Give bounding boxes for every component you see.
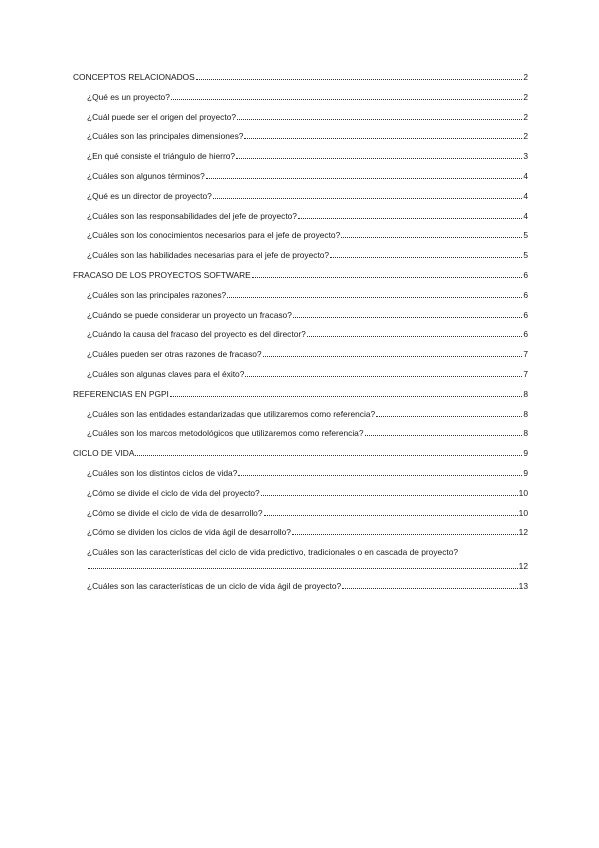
- toc-entry-title: ¿Cómo se divide el ciclo de vida de desarrollo?: [87, 507, 263, 518]
- toc-subsection-entry[interactable]: [73, 488, 528, 498]
- toc-page-number: 9: [523, 467, 528, 478]
- toc-leader-dots: [244, 138, 522, 139]
- toc-entry-title: FRACASO DE LOS PROYECTOS SOFTWARE: [73, 269, 251, 280]
- toc-leader-dots: [365, 435, 523, 436]
- toc-section-entry[interactable]: [73, 270, 528, 280]
- toc-leader-dots: [330, 257, 522, 258]
- toc-entry-title: ¿Cuáles son los conocimientos necesarios para el jefe de proyecto?: [87, 230, 341, 241]
- toc-entry-title: ¿Cuáles son algunos términos?: [87, 170, 205, 181]
- toc-section-entry[interactable]: [73, 389, 528, 399]
- toc-leader-dots: [170, 396, 522, 397]
- toc-subsection-entry[interactable]: [73, 508, 528, 518]
- toc-subsection-entry[interactable]: [73, 211, 528, 221]
- toc-leader-dots: [342, 588, 517, 589]
- toc-entry-title: ¿Cuáles son los marcos metodológicos que utilizaremos como referencia?: [87, 428, 364, 439]
- toc-page-number: 10: [518, 487, 528, 498]
- toc-subsection-entry[interactable]: [73, 131, 528, 141]
- toc-subsection-entry[interactable]: [73, 310, 528, 320]
- toc-leader-dots: [293, 317, 522, 318]
- toc-leader-dots: [88, 568, 518, 569]
- toc-subsection-entry[interactable]: [73, 468, 528, 478]
- toc-leader-dots: [237, 119, 522, 120]
- toc-page-number: 2: [523, 72, 528, 82]
- toc-leader-dots: [252, 277, 523, 278]
- toc-entry-title: ¿Cuáles pueden ser otras razones de fracaso?: [87, 349, 262, 360]
- toc-entry-title: ¿Cómo se divide el ciclo de vida del proyecto?: [87, 487, 260, 498]
- toc-page-number: 5: [523, 230, 528, 241]
- toc-entry-title: ¿Cuál puede ser el origen del proyecto?: [87, 111, 236, 122]
- toc-leader-dots: [236, 158, 522, 159]
- toc-entry-title: ¿Cuándo se puede considerar un proyecto un fracaso?: [87, 309, 292, 320]
- toc-leader-dots: [135, 455, 522, 456]
- toc-page-number: 3: [523, 151, 528, 162]
- toc-entry-title: REFERENCIAS EN PGPI: [73, 388, 169, 399]
- toc-leader-dots: [292, 534, 518, 535]
- toc-subsection-entry[interactable]: [73, 428, 528, 438]
- toc-subsection-entry[interactable]: [73, 171, 528, 181]
- toc-page-number: 6: [523, 289, 528, 300]
- toc-leader-dots: [206, 178, 523, 179]
- toc-page-number: 8: [523, 408, 528, 419]
- toc-page-number: 6: [523, 309, 528, 320]
- toc-subsection-entry[interactable]: [73, 329, 528, 339]
- toc-page-number: 2: [523, 131, 528, 142]
- toc-subsection-entry[interactable]: [73, 250, 528, 260]
- toc-page-number: 8: [523, 388, 528, 399]
- toc-entry-title: ¿Qué es un proyecto?: [87, 91, 170, 102]
- toc-leader-dots: [227, 297, 522, 298]
- toc-page-number: 12: [518, 561, 528, 572]
- toc-subsection-entry[interactable]: [73, 151, 528, 161]
- toc-subsection-entry[interactable]: [73, 409, 528, 419]
- toc-leader-dots: [245, 376, 522, 377]
- toc-page-number: 10: [518, 507, 528, 518]
- toc-leader-dots: [264, 515, 518, 516]
- toc-page-number: 4: [523, 170, 528, 181]
- toc-entry-title: ¿Cuáles son los distintos ciclos de vida?: [87, 467, 238, 478]
- toc-leader-dots: [238, 475, 522, 476]
- toc-subsection-entry[interactable]: [73, 290, 528, 300]
- toc-entry-title: ¿Qué es un director de proyecto?: [87, 190, 212, 201]
- toc-entry-title: CONCEPTOS RELACIONADOS: [73, 72, 195, 82]
- toc-subsection-entry[interactable]: [73, 92, 528, 102]
- toc-leader-dots: [341, 237, 522, 238]
- toc-page-number: 6: [523, 269, 528, 280]
- toc-subsection-entry[interactable]: [73, 581, 528, 591]
- toc-page-number: 13: [518, 580, 528, 591]
- toc-subsection-entry[interactable]: [73, 547, 528, 571]
- toc-entry-title: ¿Cuáles son las habilidades necesarias para el jefe de proyecto?: [87, 250, 330, 261]
- toc-page-number: 4: [523, 190, 528, 201]
- toc-entry-title: ¿Cuáles son algunas claves para el éxito?: [87, 368, 245, 379]
- toc-page-number: 7: [523, 368, 528, 379]
- toc-leader-dots: [196, 79, 523, 80]
- toc-subsection-entry[interactable]: [73, 369, 528, 379]
- toc-entry-title: ¿Cuándo la causa del fracaso del proyecto es del director?: [87, 329, 306, 340]
- toc-leader-dots: [298, 218, 522, 219]
- toc-entry-title: CICLO DE VIDA: [73, 448, 135, 459]
- toc-entry-title: ¿Cuáles son las características de un ciclo de vida ágil de proyecto?: [87, 580, 342, 591]
- toc-page-number: 8: [523, 428, 528, 439]
- toc-leader-dots: [213, 198, 523, 199]
- toc-page-number: 12: [518, 527, 528, 538]
- toc-leader-dots: [261, 495, 518, 496]
- toc-entry-title: ¿Cómo se dividen los ciclos de vida ágil de desarrollo?: [87, 527, 291, 538]
- toc-leader-dots: [376, 416, 522, 417]
- toc-subsection-entry[interactable]: [73, 527, 528, 537]
- toc-leader-dots: [171, 99, 522, 100]
- toc-subsection-entry[interactable]: [73, 349, 528, 359]
- toc-entry-title: ¿Cuáles son las entidades estandarizadas que utilizaremos como referencia?: [87, 408, 376, 419]
- toc-leader-dots: [307, 336, 523, 337]
- toc-page-number: 5: [523, 250, 528, 261]
- toc-page-number: 4: [523, 210, 528, 221]
- toc-entry-title: ¿En qué consiste el triángulo de hierro?: [87, 151, 236, 162]
- table-of-contents: [73, 72, 528, 601]
- toc-section-entry[interactable]: [73, 72, 528, 82]
- toc-entry-title: ¿Cuáles son las responsabilidades del jefe de proyecto?: [87, 210, 297, 221]
- toc-page-number: 7: [523, 349, 528, 360]
- toc-entry-title: ¿Cuáles son las características del ciclo de vida predictivo, tradicionales o en cascada de proyecto?: [87, 547, 459, 558]
- toc-subsection-entry[interactable]: [73, 191, 528, 201]
- toc-leader-dots: [263, 356, 523, 357]
- toc-page-number: 2: [523, 111, 528, 122]
- toc-page-number: 6: [523, 329, 528, 340]
- toc-subsection-entry[interactable]: [73, 230, 528, 240]
- toc-page-number: 2: [523, 91, 528, 102]
- toc-entry-title: ¿Cuáles son las principales dimensiones?: [87, 131, 244, 142]
- toc-page-number: 9: [523, 448, 528, 459]
- toc-entry-title: ¿Cuáles son las principales razones?: [87, 289, 227, 300]
- toc-subsection-entry[interactable]: [73, 112, 528, 122]
- toc-section-entry[interactable]: [73, 448, 528, 458]
